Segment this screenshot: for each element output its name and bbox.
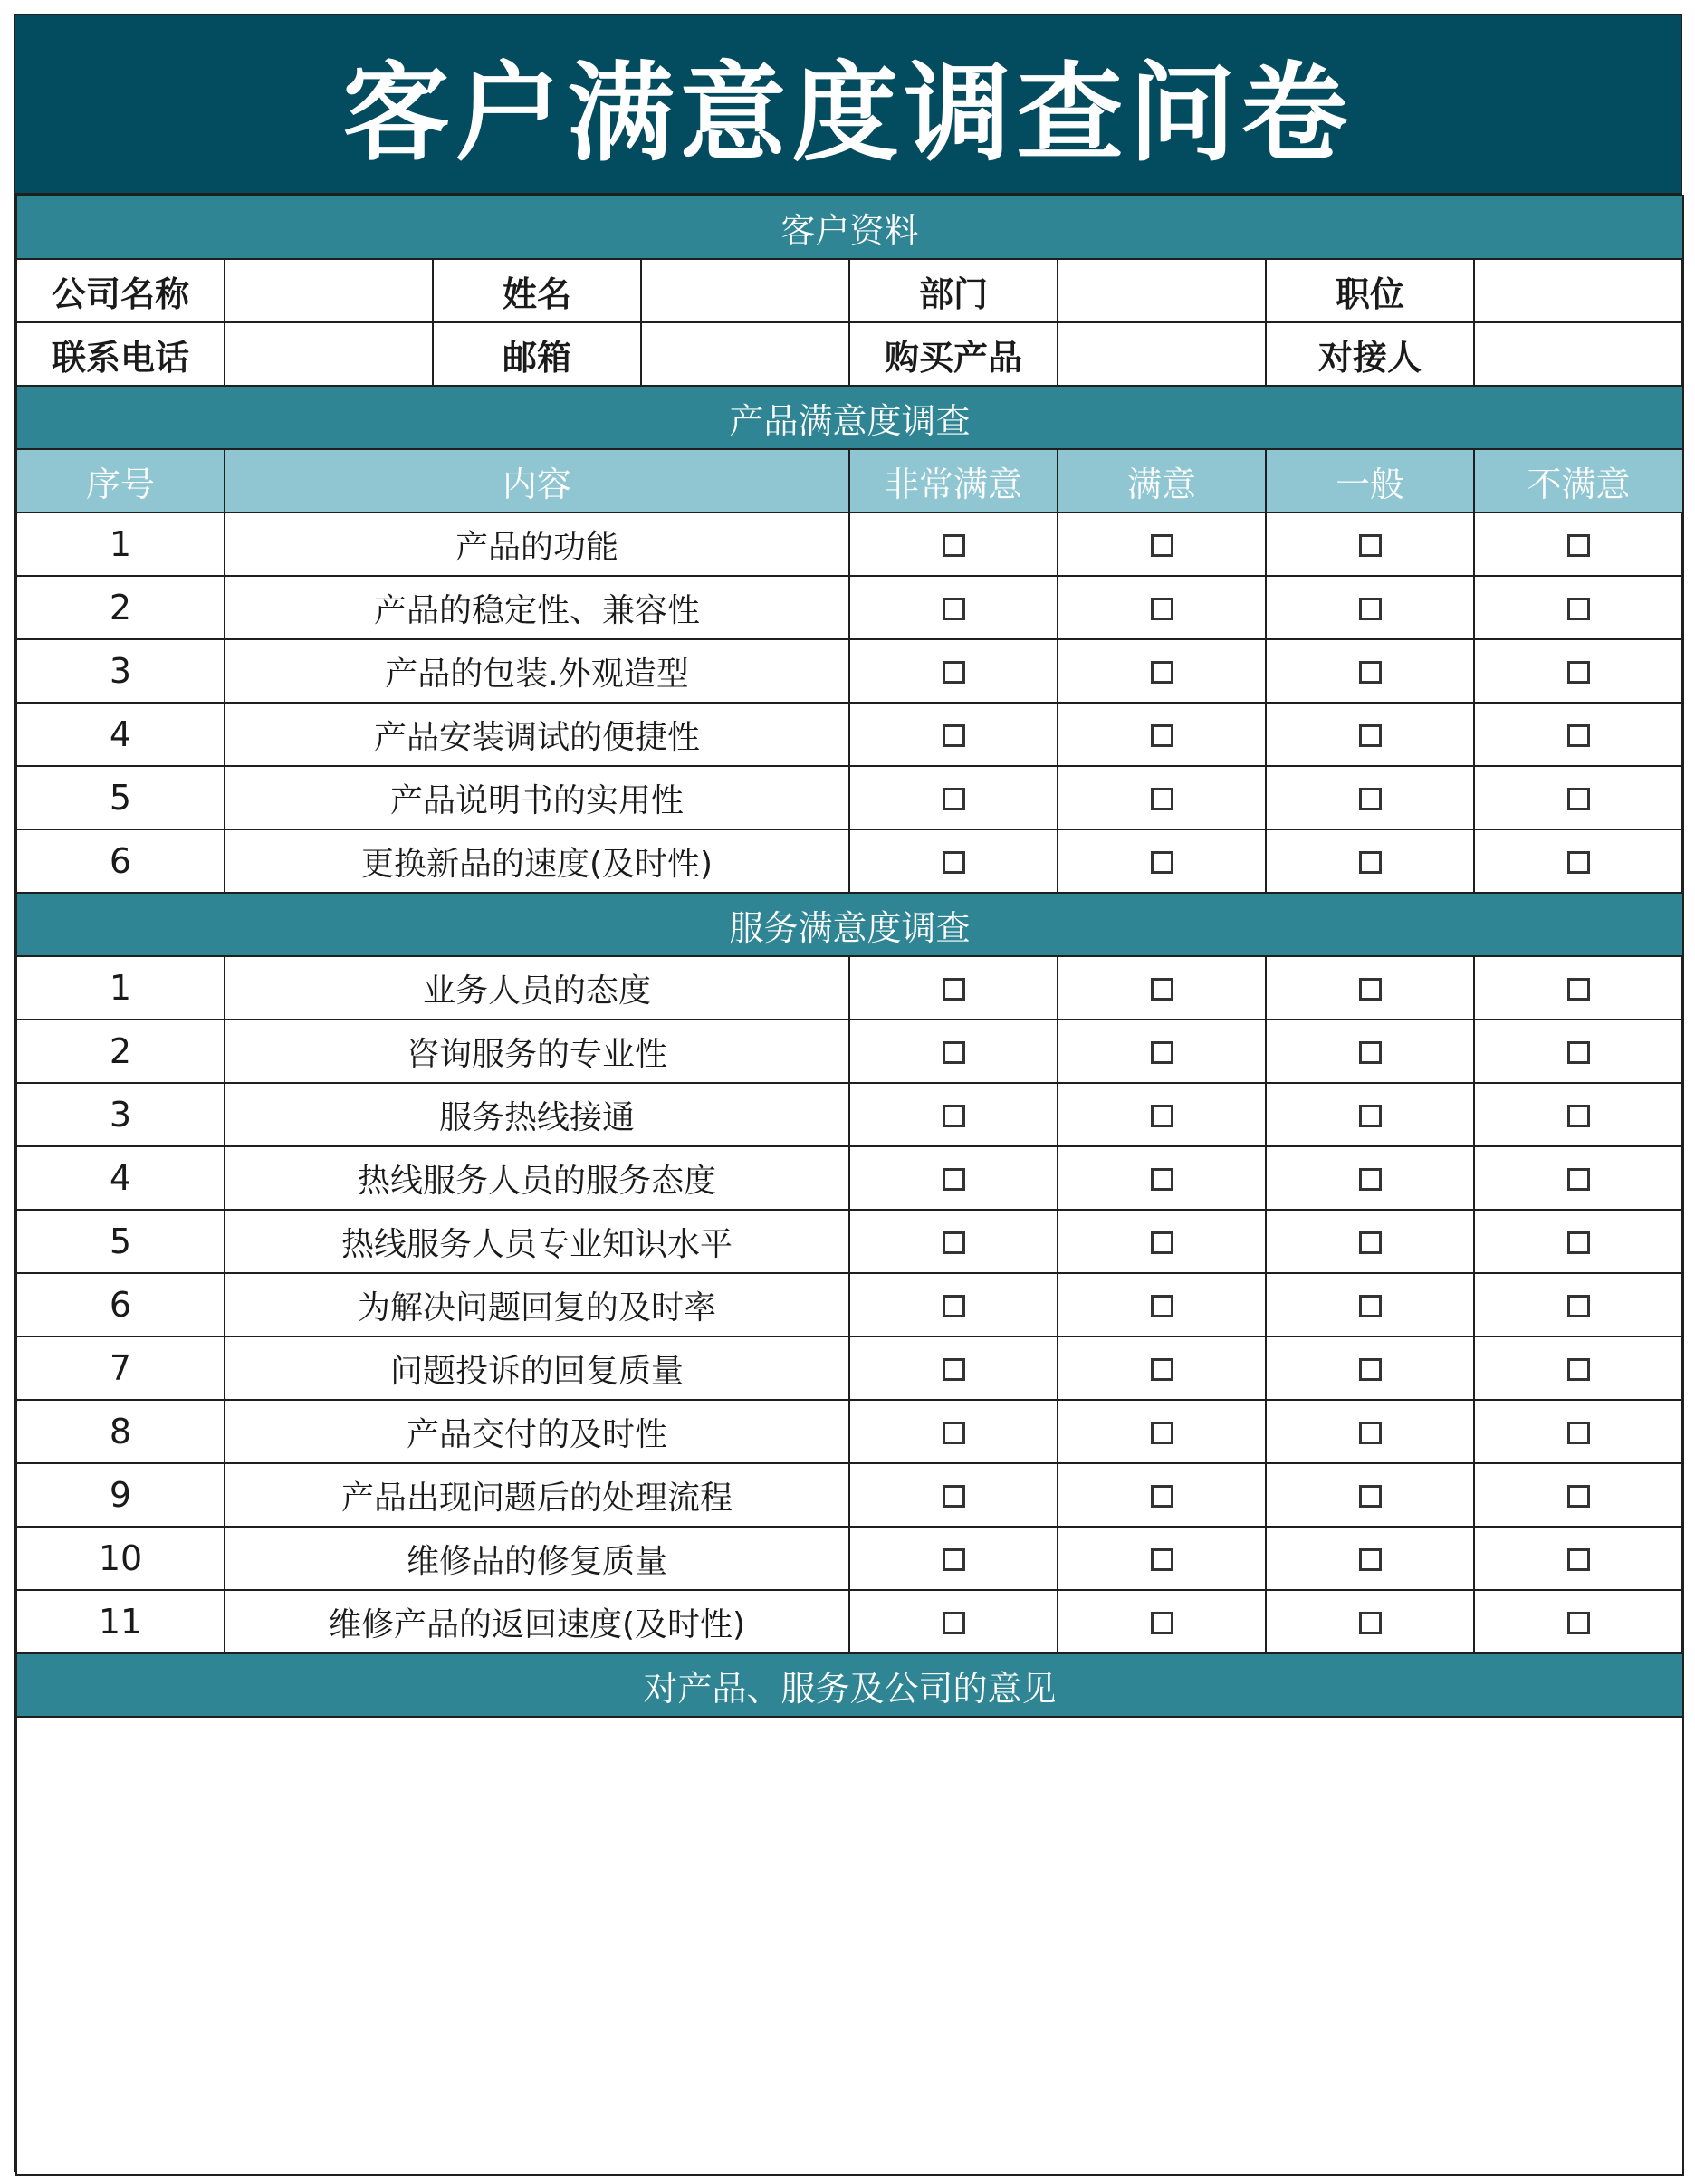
checkbox-dissatisfied[interactable]	[1567, 1358, 1590, 1381]
rating-cell-average	[1266, 766, 1474, 829]
checkbox-average[interactable]	[1359, 724, 1382, 747]
checkbox-average[interactable]	[1359, 534, 1382, 557]
item-number: 6	[16, 1273, 225, 1336]
rating-cell-dissatisfied	[1474, 1590, 1683, 1653]
table-row	[16, 1463, 1683, 1527]
item-content: 业务人员的态度	[225, 956, 849, 1020]
department-field[interactable]	[1058, 259, 1266, 322]
rating-cell-satisfied	[1058, 1400, 1266, 1463]
customer-info-row-1	[16, 259, 1683, 322]
checkbox-satisfied[interactable]	[1151, 1358, 1173, 1381]
rating-cell-very-satisfied	[849, 1463, 1058, 1527]
item-number: 1	[16, 512, 225, 576]
rating-cell-satisfied	[1058, 1590, 1266, 1653]
rating-cell-average	[1266, 639, 1474, 703]
rating-cell-dissatisfied	[1474, 639, 1683, 703]
item-content: 产品的包装.外观造型	[225, 639, 849, 703]
survey-sheet	[14, 14, 1682, 2172]
checkbox-satisfied[interactable]	[1151, 1168, 1173, 1191]
rating-cell-dissatisfied	[1474, 766, 1683, 829]
checkbox-satisfied[interactable]	[1151, 724, 1173, 747]
table-row	[16, 1273, 1683, 1336]
checkbox-satisfied[interactable]	[1151, 1548, 1173, 1571]
rating-cell-average	[1266, 829, 1474, 893]
rating-cell-very-satisfied	[849, 1146, 1058, 1210]
company-name-field[interactable]	[225, 259, 433, 322]
checkbox-satisfied[interactable]	[1151, 1422, 1173, 1444]
customer-info-row-2	[16, 322, 1683, 386]
item-content: 产品的功能	[225, 512, 849, 576]
rating-cell-very-satisfied	[849, 1336, 1058, 1400]
rating-cell-very-satisfied	[849, 1083, 1058, 1146]
checkbox-satisfied[interactable]	[1151, 1485, 1173, 1508]
item-number: 8	[16, 1400, 225, 1463]
checkbox-average[interactable]	[1359, 1422, 1382, 1444]
rating-cell-satisfied	[1058, 1463, 1266, 1527]
table-row	[16, 1400, 1683, 1463]
checkbox-very-satisfied[interactable]	[943, 1041, 965, 1064]
table-row	[16, 1020, 1683, 1083]
checkbox-very-satisfied[interactable]	[943, 1295, 965, 1317]
rating-cell-dissatisfied	[1474, 1146, 1683, 1210]
checkbox-very-satisfied[interactable]	[943, 661, 965, 684]
item-number: 2	[16, 1020, 225, 1083]
checkbox-average[interactable]	[1359, 1358, 1382, 1381]
section-opinion-title: 对产品、服务及公司的意见	[16, 1653, 1683, 1717]
rating-cell-very-satisfied	[849, 766, 1058, 829]
rating-cell-very-satisfied	[849, 576, 1058, 639]
phone-field[interactable]	[225, 322, 433, 386]
rating-cell-average	[1266, 1020, 1474, 1083]
item-number: 5	[16, 1210, 225, 1273]
rating-cell-dissatisfied	[1474, 1083, 1683, 1146]
item-content: 热线服务人员专业知识水平	[225, 1210, 849, 1273]
checkbox-average[interactable]	[1359, 1485, 1382, 1508]
field-label: 职位	[1266, 259, 1474, 322]
rating-cell-very-satisfied	[849, 512, 1058, 576]
item-number: 6	[16, 829, 225, 893]
checkbox-average[interactable]	[1359, 1548, 1382, 1571]
checkbox-very-satisfied[interactable]	[943, 1612, 965, 1634]
field-label: 购买产品	[849, 322, 1058, 386]
checkbox-dissatisfied[interactable]	[1567, 1422, 1590, 1444]
rating-cell-very-satisfied	[849, 1210, 1058, 1273]
checkbox-average[interactable]	[1359, 978, 1382, 1001]
rating-cell-dissatisfied	[1474, 829, 1683, 893]
table-row	[16, 829, 1683, 893]
checkbox-very-satisfied[interactable]	[943, 1105, 965, 1127]
rating-cell-average	[1266, 512, 1474, 576]
table-row	[16, 1083, 1683, 1146]
checkbox-satisfied[interactable]	[1151, 1231, 1173, 1254]
rating-cell-dissatisfied	[1474, 512, 1683, 576]
checkbox-satisfied[interactable]	[1151, 1295, 1173, 1317]
rating-cell-satisfied	[1058, 1210, 1266, 1273]
rating-cell-satisfied	[1058, 829, 1266, 893]
item-number: 3	[16, 1083, 225, 1146]
column-header-row	[16, 449, 1683, 512]
rating-cell-satisfied	[1058, 1336, 1266, 1400]
item-number: 11	[16, 1590, 225, 1653]
checkbox-very-satisfied[interactable]	[943, 851, 965, 874]
product-purchased-field[interactable]	[1058, 322, 1266, 386]
checkbox-dissatisfied[interactable]	[1567, 1041, 1590, 1064]
rating-cell-average	[1266, 1083, 1474, 1146]
item-content: 为解决问题回复的及时率	[225, 1273, 849, 1336]
rating-cell-very-satisfied	[849, 1020, 1058, 1083]
rating-cell-dissatisfied	[1474, 1020, 1683, 1083]
section-customer-title: 客户资料	[16, 196, 1683, 259]
page-title: 客户满意度调查问卷	[15, 15, 1681, 195]
table-row	[16, 703, 1683, 766]
position-field[interactable]	[1474, 259, 1683, 322]
rating-cell-average	[1266, 576, 1474, 639]
checkbox-average[interactable]	[1359, 1295, 1382, 1317]
checkbox-average[interactable]	[1359, 1105, 1382, 1127]
col-header-average: 一般	[1266, 449, 1474, 512]
field-label: 联系电话	[16, 322, 225, 386]
checkbox-very-satisfied[interactable]	[943, 1485, 965, 1508]
checkbox-very-satisfied[interactable]	[943, 1548, 965, 1571]
checkbox-satisfied[interactable]	[1151, 1105, 1173, 1127]
checkbox-dissatisfied[interactable]	[1567, 1231, 1590, 1254]
checkbox-satisfied[interactable]	[1151, 978, 1173, 1001]
name-field[interactable]	[641, 259, 849, 322]
rating-cell-average	[1266, 1210, 1474, 1273]
checkbox-average[interactable]	[1359, 661, 1382, 684]
checkbox-very-satisfied[interactable]	[943, 1358, 965, 1381]
item-number: 7	[16, 1336, 225, 1400]
item-content: 产品安装调试的便捷性	[225, 703, 849, 766]
rating-cell-average	[1266, 1273, 1474, 1336]
item-number: 10	[16, 1527, 225, 1590]
rating-cell-average	[1266, 956, 1474, 1020]
rating-cell-very-satisfied	[849, 1273, 1058, 1336]
checkbox-dissatisfied[interactable]	[1567, 534, 1590, 557]
checkbox-average[interactable]	[1359, 598, 1382, 620]
contact-person-field[interactable]	[1474, 322, 1683, 386]
table-row	[16, 1590, 1683, 1653]
rating-cell-dissatisfied	[1474, 1400, 1683, 1463]
rating-cell-very-satisfied	[849, 829, 1058, 893]
checkbox-satisfied[interactable]	[1151, 1612, 1173, 1634]
rating-cell-very-satisfied	[849, 1590, 1058, 1653]
checkbox-dissatisfied[interactable]	[1567, 1485, 1590, 1508]
rating-cell-satisfied	[1058, 639, 1266, 703]
col-header-satisfied: 满意	[1058, 449, 1266, 512]
checkbox-dissatisfied[interactable]	[1567, 788, 1590, 810]
rating-cell-satisfied	[1058, 512, 1266, 576]
checkbox-satisfied[interactable]	[1151, 851, 1173, 874]
item-content: 更换新品的速度(及时性)	[225, 829, 849, 893]
survey-table	[15, 195, 1684, 2176]
table-row	[16, 1210, 1683, 1273]
item-content: 产品的稳定性、兼容性	[225, 576, 849, 639]
checkbox-satisfied[interactable]	[1151, 598, 1173, 620]
checkbox-average[interactable]	[1359, 1231, 1382, 1254]
col-header-content: 内容	[225, 449, 849, 512]
rating-cell-very-satisfied	[849, 703, 1058, 766]
checkbox-very-satisfied[interactable]	[943, 1422, 965, 1444]
checkbox-dissatisfied[interactable]	[1567, 661, 1590, 684]
field-label: 姓名	[433, 259, 641, 322]
item-number: 4	[16, 703, 225, 766]
table-row	[16, 512, 1683, 576]
rating-cell-satisfied	[1058, 766, 1266, 829]
rating-cell-average	[1266, 1400, 1474, 1463]
field-label: 邮箱	[433, 322, 641, 386]
checkbox-very-satisfied[interactable]	[943, 1231, 965, 1254]
rating-cell-average	[1266, 1527, 1474, 1590]
checkbox-very-satisfied[interactable]	[943, 1168, 965, 1191]
opinion-textarea[interactable]	[16, 1717, 1683, 2175]
field-label: 对接人	[1266, 322, 1474, 386]
rating-cell-dissatisfied	[1474, 1210, 1683, 1273]
checkbox-very-satisfied[interactable]	[943, 724, 965, 747]
table-row	[16, 1146, 1683, 1210]
item-number: 4	[16, 1146, 225, 1210]
item-content: 热线服务人员的服务态度	[225, 1146, 849, 1210]
table-row	[16, 576, 1683, 639]
item-number: 2	[16, 576, 225, 639]
item-content: 维修产品的返回速度(及时性)	[225, 1590, 849, 1653]
rating-cell-satisfied	[1058, 703, 1266, 766]
table-row	[16, 956, 1683, 1020]
rating-cell-very-satisfied	[849, 639, 1058, 703]
rating-cell-satisfied	[1058, 1146, 1266, 1210]
rating-cell-dissatisfied	[1474, 956, 1683, 1020]
section-service-title: 服务满意度调查	[16, 893, 1683, 956]
rating-cell-dissatisfied	[1474, 1527, 1683, 1590]
checkbox-dissatisfied[interactable]	[1567, 1548, 1590, 1571]
rating-cell-average	[1266, 1336, 1474, 1400]
item-number: 3	[16, 639, 225, 703]
rating-cell-satisfied	[1058, 1020, 1266, 1083]
checkbox-very-satisfied[interactable]	[943, 534, 965, 557]
rating-cell-average	[1266, 1146, 1474, 1210]
rating-cell-dissatisfied	[1474, 1463, 1683, 1527]
checkbox-average[interactable]	[1359, 788, 1382, 810]
opinion-row	[16, 1717, 1683, 2175]
checkbox-dissatisfied[interactable]	[1567, 1105, 1590, 1127]
col-header-dissatisfied: 不满意	[1474, 449, 1683, 512]
item-content: 维修品的修复质量	[225, 1527, 849, 1590]
rating-cell-satisfied	[1058, 956, 1266, 1020]
checkbox-average[interactable]	[1359, 1041, 1382, 1064]
table-row	[16, 766, 1683, 829]
rating-cell-dissatisfied	[1474, 576, 1683, 639]
checkbox-satisfied[interactable]	[1151, 661, 1173, 684]
checkbox-dissatisfied[interactable]	[1567, 851, 1590, 874]
col-header-very-satisfied: 非常满意	[849, 449, 1058, 512]
rating-cell-average	[1266, 1590, 1474, 1653]
table-row	[16, 639, 1683, 703]
item-content: 问题投诉的回复质量	[225, 1336, 849, 1400]
checkbox-average[interactable]	[1359, 1168, 1382, 1191]
email-field[interactable]	[641, 322, 849, 386]
section-customer-row	[16, 196, 1683, 259]
col-header-number: 序号	[16, 449, 225, 512]
rating-cell-satisfied	[1058, 1273, 1266, 1336]
rating-cell-very-satisfied	[849, 956, 1058, 1020]
checkbox-average[interactable]	[1359, 1612, 1382, 1634]
rating-cell-average	[1266, 1463, 1474, 1527]
rating-cell-average	[1266, 703, 1474, 766]
rating-cell-very-satisfied	[849, 1400, 1058, 1463]
rating-cell-satisfied	[1058, 1527, 1266, 1590]
section-service-row	[16, 893, 1683, 956]
item-number: 1	[16, 956, 225, 1020]
checkbox-dissatisfied[interactable]	[1567, 1295, 1590, 1317]
checkbox-very-satisfied[interactable]	[943, 978, 965, 1001]
checkbox-dissatisfied[interactable]	[1567, 1612, 1590, 1634]
table-row	[16, 1336, 1683, 1400]
item-number: 9	[16, 1463, 225, 1527]
checkbox-very-satisfied[interactable]	[943, 788, 965, 810]
rating-cell-satisfied	[1058, 1083, 1266, 1146]
field-label: 公司名称	[16, 259, 225, 322]
section-product-title: 产品满意度调查	[16, 386, 1683, 449]
rating-cell-dissatisfied	[1474, 1336, 1683, 1400]
item-content: 服务热线接通	[225, 1083, 849, 1146]
section-opinion-row	[16, 1653, 1683, 1717]
checkbox-satisfied[interactable]	[1151, 788, 1173, 810]
checkbox-average[interactable]	[1359, 851, 1382, 874]
checkbox-satisfied[interactable]	[1151, 534, 1173, 557]
checkbox-dissatisfied[interactable]	[1567, 598, 1590, 620]
checkbox-dissatisfied[interactable]	[1567, 724, 1590, 747]
rating-cell-very-satisfied	[849, 1527, 1058, 1590]
checkbox-satisfied[interactable]	[1151, 1041, 1173, 1064]
item-content: 产品说明书的实用性	[225, 766, 849, 829]
item-content: 产品出现问题后的处理流程	[225, 1463, 849, 1527]
item-number: 5	[16, 766, 225, 829]
rating-cell-satisfied	[1058, 576, 1266, 639]
field-label: 部门	[849, 259, 1058, 322]
rating-cell-dissatisfied	[1474, 703, 1683, 766]
checkbox-very-satisfied[interactable]	[943, 598, 965, 620]
item-content: 产品交付的及时性	[225, 1400, 849, 1463]
item-content: 咨询服务的专业性	[225, 1020, 849, 1083]
table-row	[16, 1527, 1683, 1590]
rating-cell-dissatisfied	[1474, 1273, 1683, 1336]
checkbox-dissatisfied[interactable]	[1567, 1168, 1590, 1191]
section-product-row	[16, 386, 1683, 449]
checkbox-dissatisfied[interactable]	[1567, 978, 1590, 1001]
